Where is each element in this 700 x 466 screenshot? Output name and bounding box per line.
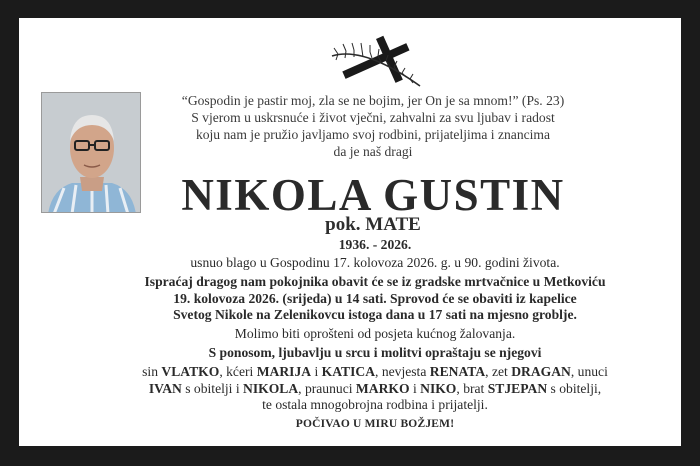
mourner-name: MARKO	[355, 380, 410, 396]
deceased-name: NIKOLA GUSTIN	[181, 170, 565, 220]
closing-phrase: POČIVAO U MIRU BOŽJEM!	[295, 418, 455, 431]
intro-line: da je naš dragi	[333, 144, 413, 159]
funeral-line: Ispraćaj dragog nam pokojnika obavit će se iz gradske mrtvačnice u Metkoviću	[144, 274, 606, 290]
cross-with-palm-icon	[324, 34, 424, 90]
mourner-name: DRAGAN	[511, 364, 571, 380]
life-years: 1936. - 2026.	[338, 237, 412, 252]
mourners-line: sin VLATKO, kćeri MARIJA i KATICA, nevjesta RENATA, zet DRAGAN, unuci	[142, 364, 608, 380]
farewell-line: S ponosom, ljubavlju u srcu i molitvi opraštaju se njegovi	[208, 345, 542, 361]
request-line: Molimo biti oprošteni od posjeta kućnog žalovanja.	[234, 326, 516, 342]
mourner-name: NIKO	[420, 380, 457, 396]
mourner-name: VLATKO	[161, 364, 220, 380]
intro-text	[143, 92, 603, 160]
mourner-name: IVAN	[148, 380, 182, 396]
mourners-line: te ostala mnogobrojna rodbina i prijatelji.	[262, 396, 488, 412]
mourner-name: NIKOLA	[243, 380, 299, 396]
mourner-name: MARIJA	[256, 364, 312, 380]
intro-line: S vjerom u uskrsnuće i život vječni, zahvalni za svu ljubav i radost	[191, 110, 555, 125]
portrait-photo	[41, 92, 141, 213]
death-line: usnuo blago u Gospodinu 17. kolovoza 2026. g. u 90. godini života.	[190, 255, 560, 271]
obituary-body	[89, 237, 661, 432]
funeral-line: 19. kolovoza 2026. (srijeda) u 14 sati. Sprovod će se obaviti iz kapelice	[173, 290, 577, 306]
mourners-line: IVAN s obitelji i NIKOLA, praunuci MARKO i NIKO, brat STJEPAN s obitelji,	[148, 380, 602, 396]
intro-line: koju nam je pružio javljamo svoj rodbini, prijateljima i znancima	[195, 127, 551, 142]
father-name: pok. MATE	[325, 214, 421, 235]
obituary-card	[19, 18, 681, 446]
mourner-name: STJEPAN	[487, 380, 548, 396]
mourner-name: RENATA	[429, 364, 486, 380]
mourner-name: KATICA	[321, 364, 376, 380]
funeral-line: Svetog Nikole na Zelenikovcu istoga dana u 17 sati na mjesno groblje.	[173, 306, 577, 322]
bible-quote: “Gospodin je pastir moj, zla se ne bojim, jer On je sa mnom!” (Ps. 23)	[181, 93, 565, 108]
